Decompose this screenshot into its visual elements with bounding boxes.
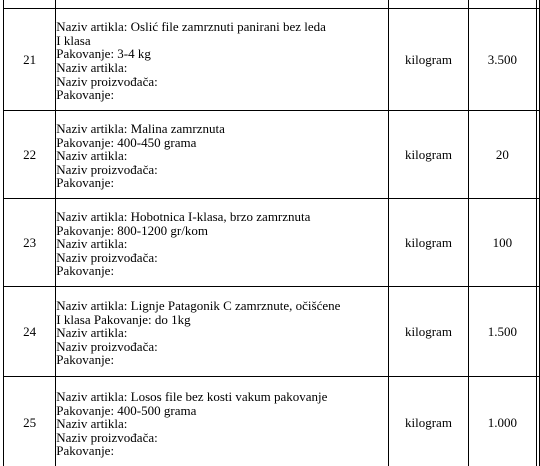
- quantity: 100: [468, 199, 536, 287]
- description-line: I klasa Pakovanje: do 1kg: [56, 311, 191, 327]
- description-line: Naziv proizvođača:: [56, 338, 158, 354]
- description-line: Naziv artikla:: [56, 236, 128, 252]
- table-row: [4, 9, 540, 111]
- description-line: Pakovanje:: [56, 443, 115, 459]
- description-line: Pakovanje:: [56, 175, 115, 191]
- quantity: 1.000: [468, 377, 536, 466]
- table-row: [4, 111, 540, 199]
- description-line: Pakovanje: 400-450 grama: [56, 134, 197, 150]
- item-description: [56, 9, 389, 111]
- items-table: [3, 0, 540, 466]
- description-line: Naziv artikla:: [56, 148, 128, 164]
- description-line: Pakovanje: 3-4 kg: [56, 46, 151, 62]
- description-line: Pakovanje:: [56, 352, 115, 368]
- row-number: 23: [4, 199, 56, 287]
- unit-of-measure: kilogram: [389, 9, 469, 111]
- item-description: [56, 287, 389, 377]
- description-line: Naziv artikla:: [56, 416, 128, 432]
- item-description: [56, 199, 389, 287]
- quantity: 3.500: [468, 9, 536, 111]
- description-line: Naziv artikla: Lignje Patagonik C zamrznute, očišćene: [56, 298, 341, 314]
- description-line: I klasa: [56, 32, 91, 48]
- item-description: [56, 111, 389, 199]
- unit-of-measure: kilogram: [389, 287, 469, 377]
- description-line: Naziv artikla:: [56, 325, 128, 341]
- unit-of-measure: kilogram: [389, 111, 469, 199]
- description-line: Pakovanje:: [56, 87, 115, 103]
- description-line: Naziv proizvođača:: [56, 161, 158, 177]
- unit-of-measure: kilogram: [389, 377, 469, 466]
- row-number: 21: [4, 9, 56, 111]
- unit-of-measure: kilogram: [389, 199, 469, 287]
- table-row: [4, 287, 540, 377]
- description-line: Pakovanje: 800-1200 gr/kom: [56, 222, 208, 238]
- table-row: [4, 377, 540, 466]
- row-number: 25: [4, 377, 56, 466]
- row-number: 24: [4, 287, 56, 377]
- description-line: Naziv proizvođača:: [56, 249, 158, 265]
- description-line: Naziv artikla: Losos file bez kosti vakum pakovanje: [56, 389, 328, 405]
- description-line: Pakovanje:: [56, 263, 115, 279]
- previous-row-tail: [4, 0, 540, 9]
- row-number: 22: [4, 111, 56, 199]
- description-line: Naziv artikla: Oslić file zamrznuti panirani bez leda: [56, 19, 326, 35]
- description-line: Naziv artikla:: [56, 60, 128, 75]
- quantity: 20: [468, 111, 536, 199]
- description-line: Naziv artikla: Hobotnica I-klasa, brzo zamrznuta: [56, 209, 311, 225]
- quantity: 1.500: [468, 287, 536, 377]
- description-line: Naziv proizvođača:: [56, 73, 158, 89]
- description-line: Naziv artikla: Malina zamrznuta: [56, 121, 225, 137]
- description-line: Naziv proizvođača:: [56, 429, 158, 445]
- description-line: Pakovanje: 400-500 grama: [56, 402, 197, 418]
- table-row: [4, 199, 540, 287]
- item-description: [56, 377, 389, 466]
